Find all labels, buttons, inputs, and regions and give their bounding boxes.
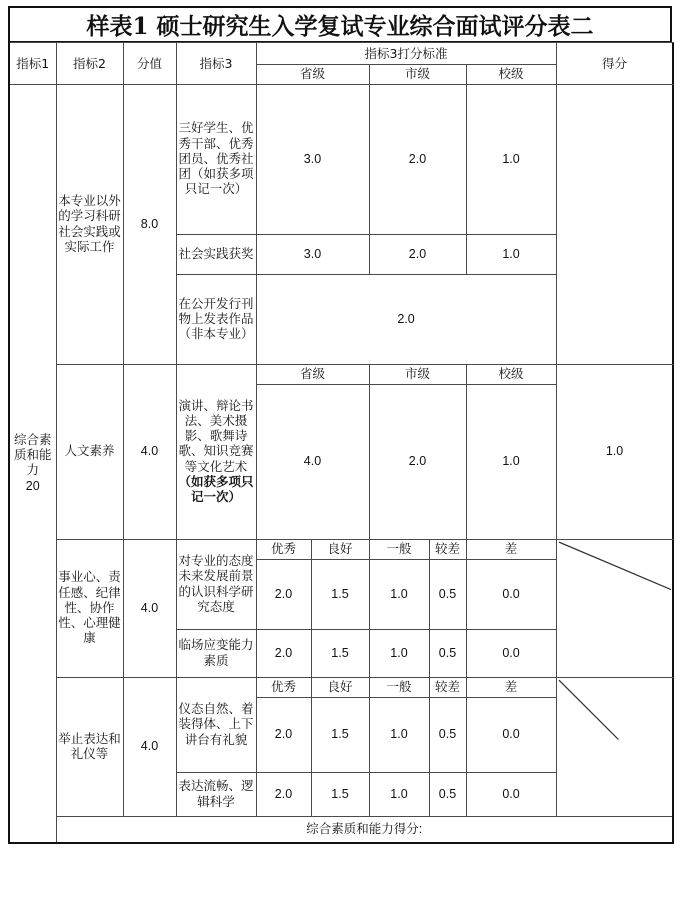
group3-row2-rating-bad: 0.0	[466, 630, 556, 678]
group3-row2-rating-average: 1.0	[369, 630, 429, 678]
group4-row1-indicator3: 仪态自然、着装得体、上下讲台有礼貌	[176, 678, 256, 773]
level-city-1: 市级	[369, 65, 466, 85]
diagonal-strike-icon	[557, 678, 673, 816]
group2-score-school: 1.0	[466, 385, 556, 540]
rating-good-1: 良好	[311, 540, 369, 560]
group1-row1-score-school: 1.0	[466, 85, 556, 235]
header-scoring-standard: 指标3打分标准	[256, 43, 556, 65]
group4-row2-rating-excellent: 2.0	[256, 773, 311, 817]
rating-good-2: 良好	[311, 678, 369, 698]
rating-poor-1: 较差	[429, 540, 466, 560]
group4-row2-rating-poor: 0.5	[429, 773, 466, 817]
group1-earned-score[interactable]	[556, 85, 673, 365]
rating-average-2: 一般	[369, 678, 429, 698]
group2-indicator3-plain: 演讲、辩论书法、美术摄影、歌舞诗歌、知识竞赛等文化艺术	[178, 398, 254, 474]
group4-row1-rating-good: 1.5	[311, 698, 369, 773]
rating-average-1: 一般	[369, 540, 429, 560]
group4-row2-rating-bad: 0.0	[466, 773, 556, 817]
group3-value: 4.0	[123, 540, 176, 678]
rating-excellent-1: 优秀	[256, 540, 311, 560]
header-value: 分值	[123, 43, 176, 85]
group4-row1-rating-excellent: 2.0	[256, 698, 311, 773]
rating-header-row-2	[9, 678, 673, 698]
group1-value: 8.0	[123, 85, 176, 365]
table-row	[9, 85, 673, 235]
group1-row1-score-city: 2.0	[369, 85, 466, 235]
header-earned-score: 得分	[556, 43, 673, 85]
group4-row1-rating-average: 1.0	[369, 698, 429, 773]
rating-poor-2: 较差	[429, 678, 466, 698]
group3-row1-rating-good: 1.5	[311, 560, 369, 630]
rating-bad-1: 差	[466, 540, 556, 560]
category-name: 综合素质和能力	[13, 432, 52, 478]
level-header-row-2	[9, 365, 673, 385]
group1-row3-score-merged: 2.0	[256, 275, 556, 365]
group3-row1-indicator3: 对专业的态度未来发展前景的认识科学研究态度	[176, 540, 256, 630]
group3-row2-rating-excellent: 2.0	[256, 630, 311, 678]
group4-row1-rating-poor: 0.5	[429, 698, 466, 773]
group2-earned-score[interactable]: 1.0	[556, 365, 673, 540]
scoring-table	[8, 42, 674, 844]
group3-earned-score[interactable]	[556, 540, 673, 678]
level-school-2: 校级	[466, 365, 556, 385]
document-title-box	[8, 6, 672, 42]
rating-bad-2: 差	[466, 678, 556, 698]
group2-score-province: 4.0	[256, 385, 369, 540]
group2-indicator2: 人文素养	[56, 365, 123, 540]
group3-indicator2: 事业心、责任感、纪律性、协作性、心理健康	[56, 540, 123, 678]
footer-row	[9, 817, 673, 843]
group3-row2-rating-poor: 0.5	[429, 630, 466, 678]
level-school-1: 校级	[466, 65, 556, 85]
group4-row1-rating-bad: 0.0	[466, 698, 556, 773]
group1-row2-indicator3: 社会实践获奖	[176, 235, 256, 275]
rating-header-row-1	[9, 540, 673, 560]
group3-row2-rating-good: 1.5	[311, 630, 369, 678]
group1-row2-score-school: 1.0	[466, 235, 556, 275]
category-label	[9, 85, 56, 843]
group4-row2-indicator3: 表达流畅、逻辑科学	[176, 773, 256, 817]
header-indicator3: 指标3	[176, 43, 256, 85]
group3-row1-rating-bad: 0.0	[466, 560, 556, 630]
header-indicator2: 指标2	[56, 43, 123, 85]
group2-value: 4.0	[123, 365, 176, 540]
category-score: 20	[25, 478, 40, 493]
group4-value: 4.0	[123, 678, 176, 817]
group1-row1-indicator3: 三好学生、优秀干部、优秀团员、优秀社团（如获多项只记一次）	[176, 85, 256, 235]
table-header-row	[9, 43, 673, 65]
group1-row3-indicator3: 在公开发行刊物上发表作品（非本专业）	[176, 275, 256, 365]
group1-row2-score-city: 2.0	[369, 235, 466, 275]
rating-excellent-2: 优秀	[256, 678, 311, 698]
group3-row2-indicator3: 临场应变能力素质	[176, 630, 256, 678]
group4-indicator2: 举止表达和礼仪等	[56, 678, 123, 817]
group2-indicator3-bold: （如获多项只记一次）	[178, 474, 254, 505]
group2-row1-indicator3	[176, 365, 256, 540]
group1-indicator2: 本专业以外的学习科研社会实践或实际工作	[56, 85, 123, 365]
header-indicator1: 指标1	[9, 43, 56, 85]
group3-row1-rating-poor: 0.5	[429, 560, 466, 630]
group1-row2-score-province: 3.0	[256, 235, 369, 275]
group3-row1-rating-excellent: 2.0	[256, 560, 311, 630]
level-province-1: 省级	[256, 65, 369, 85]
group3-row1-rating-average: 1.0	[369, 560, 429, 630]
level-province-2: 省级	[256, 365, 369, 385]
group4-row2-rating-good: 1.5	[311, 773, 369, 817]
group2-score-city: 2.0	[369, 385, 466, 540]
level-city-2: 市级	[369, 365, 466, 385]
group4-earned-score[interactable]	[556, 678, 673, 817]
total-score-label[interactable]: 综合素质和能力得分:	[56, 817, 673, 843]
group1-row1-score-province: 3.0	[256, 85, 369, 235]
group4-row2-rating-average: 1.0	[369, 773, 429, 817]
diagonal-strike-icon	[557, 540, 673, 677]
page-title: 样表1 硕士研究生入学复试专业综合面试评分表二	[86, 13, 594, 40]
